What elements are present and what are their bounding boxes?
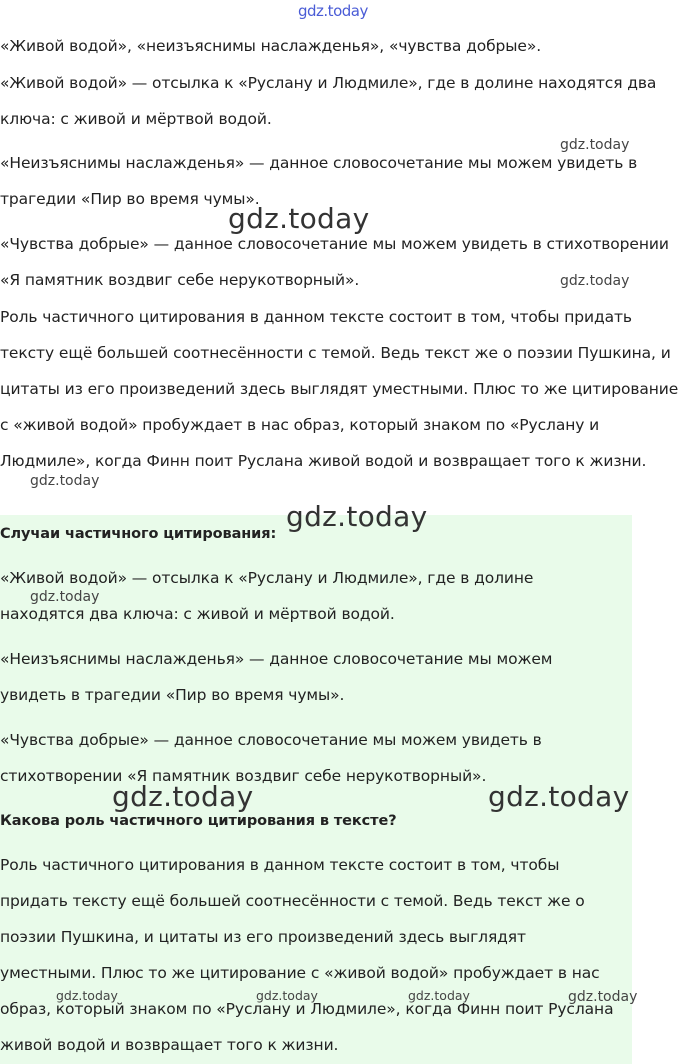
watermark: gdz.today	[488, 780, 630, 813]
watermark: gdz.today	[408, 988, 470, 1003]
watermark: gdz.today	[256, 988, 318, 1003]
heading-cases: Случаи частичного цитирования:	[0, 526, 277, 542]
watermark: gdz.today	[568, 989, 638, 1005]
role-text: Роль частичного цитирования в данном тексте состоит в том, чтобы придать тексту ещё большей соотнесённости с темой. Ведь текст же о поэзии Пушкина, и цитаты из его произведений здесь выглядят уместными. Плюс то же цитирование с «живой водой» пробуждает в нас образ, который знаком по «Руслану и Людмиле», когда Финн поит Руслана живой водой и возвращает того к жизни.	[0, 856, 614, 1054]
site-watermark-top: gdz.today	[298, 2, 368, 20]
paragraph-zhivoy-voda: «Живой водой» — отсылка к «Руслану и Людмиле», где в долине находятся два ключа: с живой и мёртвой водой.	[0, 74, 657, 128]
watermark: gdz.today	[286, 500, 428, 533]
watermark: gdz.today	[560, 137, 630, 153]
case-neizyasnimy: «Неизъяснимы наслажденья» — данное словосочетание мы можем увидеть в трагедии «Пир во время чумы».	[0, 650, 553, 704]
watermark: gdz.today	[30, 589, 100, 605]
case-chuvstva-dobrye: «Чувства добрые» — данное словосочетание мы можем увидеть в стихотворении «Я памятник воздвиг себе нерукотворный».	[0, 731, 542, 785]
paragraph-role: Роль частичного цитирования в данном тексте состоит в том, чтобы придать тексту ещё большей соотнесённости с темой. Ведь текст же о поэзии Пушкина, и цитаты из его произведений здесь выглядят уместными. Плюс то же цитирование с «живой водой» пробуждает в нас образ, который знаком по «Руслану и Людмиле», когда Финн поит Руслана живой водой и возвращает того к жизни.	[0, 308, 679, 470]
heading-role: Какова роль частичного цитирования в тексте?	[0, 813, 397, 829]
watermark: gdz.today	[56, 988, 118, 1003]
case-zhivoy-voda: «Живой водой» — отсылка к «Руслану и Людмиле», где в долине находятся два ключа: с живой и мёртвой водой.	[0, 569, 534, 623]
paragraph-neizyasnimy: «Неизъяснимы наслажденья» — данное словосочетание мы можем увидеть в трагедии «Пир во время чумы».	[0, 154, 638, 208]
watermark: gdz.today	[228, 202, 370, 235]
watermark: gdz.today	[112, 780, 254, 813]
watermark: gdz.today	[30, 473, 100, 489]
paragraph-chuvstva-dobrye: «Чувства добрые» — данное словосочетание мы можем увидеть в стихотворении «Я памятник воздвиг себе нерукотворный».	[0, 235, 669, 289]
quotes-line: «Живой водой», «неизъяснимы наслажденья», «чувства добрые».	[0, 37, 542, 55]
watermark: gdz.today	[560, 273, 630, 289]
